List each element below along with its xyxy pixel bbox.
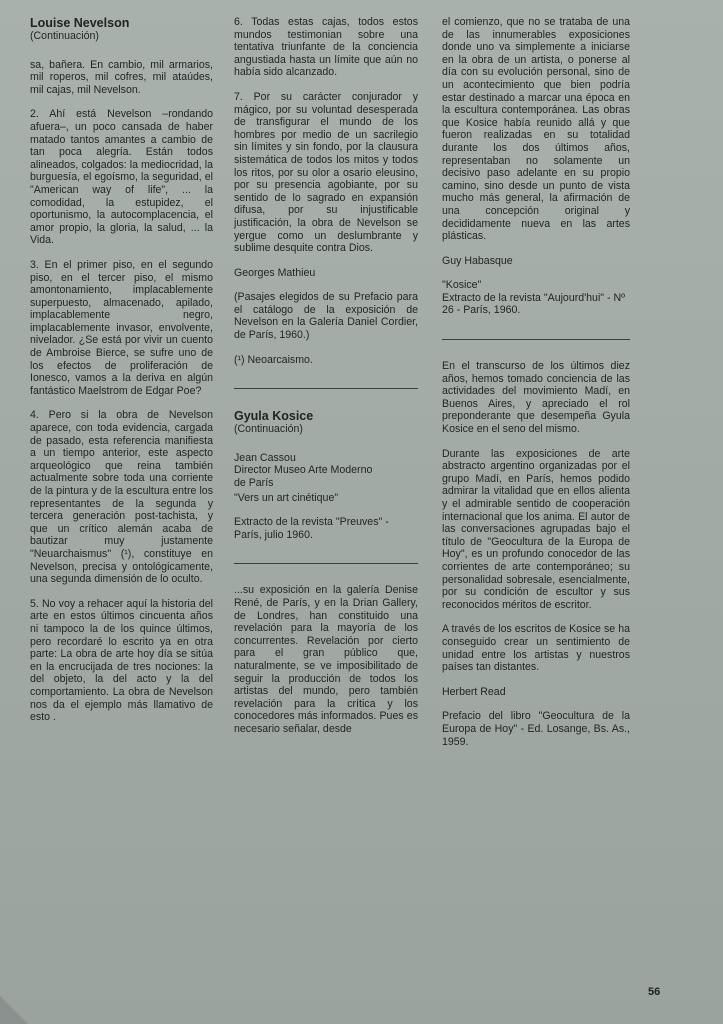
paragraph: A través de los escritos de Kosice se ha conseguido crear un sentimiento de unidad entre los artistas y nuestros países tan distantes. <box>442 623 630 674</box>
author-signature: Georges Mathieu <box>234 266 316 279</box>
person-name: Jean Cassou <box>234 451 296 464</box>
paragraph: ...su exposición en la galería Denise René, de París, y en la Drian Gallery, de Londres, han constituido una revelación para la mayoría de los concurrentes. Revelación por cierto para el gran público que, naturalmente, se ve imposibilitado de seguir la producción de todos los artistas del mundo, pero también revelación para la crítica y los conocedores más informados. Pues es necesario señalar, desde <box>234 584 418 735</box>
paragraph: 4. Pero si la obra de Nevelson aparece, con toda evidencia, cargada de pasado, esta referencia manifiesta a un tiempo anterior, este aspecto arqueológico que reina también actualmente sobre toda una corriente de la pintura y de la escultura entre los representantes de la segunda y tercera generación post-tachista, y que un crítico alemán acaba de bautizar muy justamente "Neuarchaismus" (¹), constituye en Nevelson, precisa y ontológicamente, una segunda dimensión de lo oculto. <box>30 409 213 586</box>
source-note: Extracto de la revista "Aujourd'hui" - Nº 26 - París, 1960. <box>442 291 625 317</box>
footnote: (¹) Neoarcaismo. <box>234 353 313 366</box>
divider <box>234 563 418 564</box>
page-corner-fold <box>0 996 28 1024</box>
divider <box>234 388 418 389</box>
paragraph: sa, bañera. En cambio, mil armarios, mil roperos, mil cofres, mil ataúdes, mil cajas, mil Nevelson. <box>30 58 213 96</box>
paragraph: 7. Por su carácter conjurador y mágico, por su voluntad desesperada de transfigurar el mundo de los hombres por medio de un sacrilegio sin límites y sin fondo, por la clausura sistemática de todos los mitos y todos los ritos, por su olor a osario eleusino, por su presencia agobiante, por su sentido de lo sagrado en expansión difusa, por su injustificable justificación, la obra de Nevelson se yergue como un deslumbrante y sublime desquite contra Dios. <box>234 90 418 255</box>
paragraph: Durante las exposiciones de arte abstracto argentino organizadas por el grupo Madí, en París, hemos podido admirar la vitalidad que en ellos alienta y el admirable sentido de cooperación internacional que los anima. El autor de las conversaciones agrupadas bajo el título de "Geocultura de la Europa de Hoy", es un profundo conocedor de las corrientes de arte contemporáneo; su personalidad sobresale, esencialmente, por su condición de escultor y sus reconocidos méritos de escritor. <box>442 447 630 611</box>
divider <box>442 339 630 340</box>
column-right <box>442 16 630 760</box>
paragraph: el comienzo, que no se trataba de una de las innumerables exposiciones donde uno va simplemente a iniciarse en la obra de un artista, o ponerse al día con su evolución personal, sino de un acontecimiento que bien podría estar destinado a marcar una época en la escultura contemporánea. Las obras que Kosice había reunido allá y que fueron realizadas en su totalidad durante los dos últimos años, representaban no solamente un decisivo paso adelante en su propio camino, sino desde un punto de vista mucho más general, la afirmación de una concepción original y decididamente nueva en las artes plásticas. <box>442 16 630 243</box>
section-subtitle: (Continuación) <box>30 30 99 42</box>
section-title-kosice: Gyula Kosice <box>234 409 314 424</box>
person-city: de París <box>234 477 274 490</box>
column-middle <box>234 16 418 748</box>
paragraph: 5. No voy a rehacer aquí la historia del arte en estos últimos cincuenta años ni tampoco la de los quince últimos, pero recordaré lo escrito ya en otra parte: La obra de arte hoy día se sitúa en la encrucijada de tres nociones: la del objeto, la del acto y la del comportamiento. La obra de Nevelson nos da el ejemplo más llamativo de esto . <box>30 597 213 724</box>
page-number: 56 <box>648 986 661 998</box>
person-role: Director Museo Arte Moderno <box>234 464 373 477</box>
article-title: "Kosice" <box>442 279 482 292</box>
paragraph: 6. Todas estas cajas, todos estos mundos testimonian sobre una tentativa triunfante de la conciencia angustiada hasta un límite que aún no había sido alcanzado. <box>234 16 418 79</box>
article-title: "Vers un art cinétique" <box>234 491 339 504</box>
source-note: Prefacio del libro "Geocultura de la Europa de Hoy" - Ed. Losange, Bs. As., 1959. <box>442 710 630 748</box>
paragraph: En el transcurso de los últimos diez años, hemos tomado conciencia de las actividades del movimiento Madí, en Buenos Aires, y apreciado el rol preponderante que desempeña Gyula Kosice en el seno del mismo. <box>442 360 630 436</box>
author-signature: Herbert Read <box>442 685 506 698</box>
source-note: Extracto de la revista "Preuves" - París, julio 1960. <box>234 516 389 541</box>
column-left <box>30 16 213 736</box>
paragraph: 2. Ahí está Nevelson –rondando afuera–, un poco cansada de haber matado tantos amantes a cambio de tan poca alegría. Están todos alineados, colgados: la mediocridad, la burguesía, el egoísmo, la seguridad, el "American way of life", ... la comodidad, la estupidez, el oportunismo, la autocomplacencia, el amor propio, la gloria, la salud, ... la Vida. <box>30 108 213 247</box>
paragraph: 3. En el primer piso, en el segundo piso, en el tercer piso, el mismo amontonamiento, implacablemente superpuesto, almacenado, apilado, implacablemente negro, implacablemente invasor, envolvente, nivelador. ¿Se está por vivir un cuento de Ambroise Bierce, se sufre uno de los efectos de proliferación de Ionesco, vamos a la deriva en algún fantástico Maelstrom de Edgar Poe? <box>30 258 213 397</box>
section-title-nevelson: Louise Nevelson <box>30 16 130 30</box>
section-subtitle: (Continuación) <box>234 423 303 436</box>
author-signature: Guy Habasque <box>442 254 513 267</box>
source-note: (Pasajes elegidos de su Prefacio para el catálogo de la exposición de Nevelson en la Galería Daniel Cordier, de París, 1960.) <box>234 291 418 342</box>
